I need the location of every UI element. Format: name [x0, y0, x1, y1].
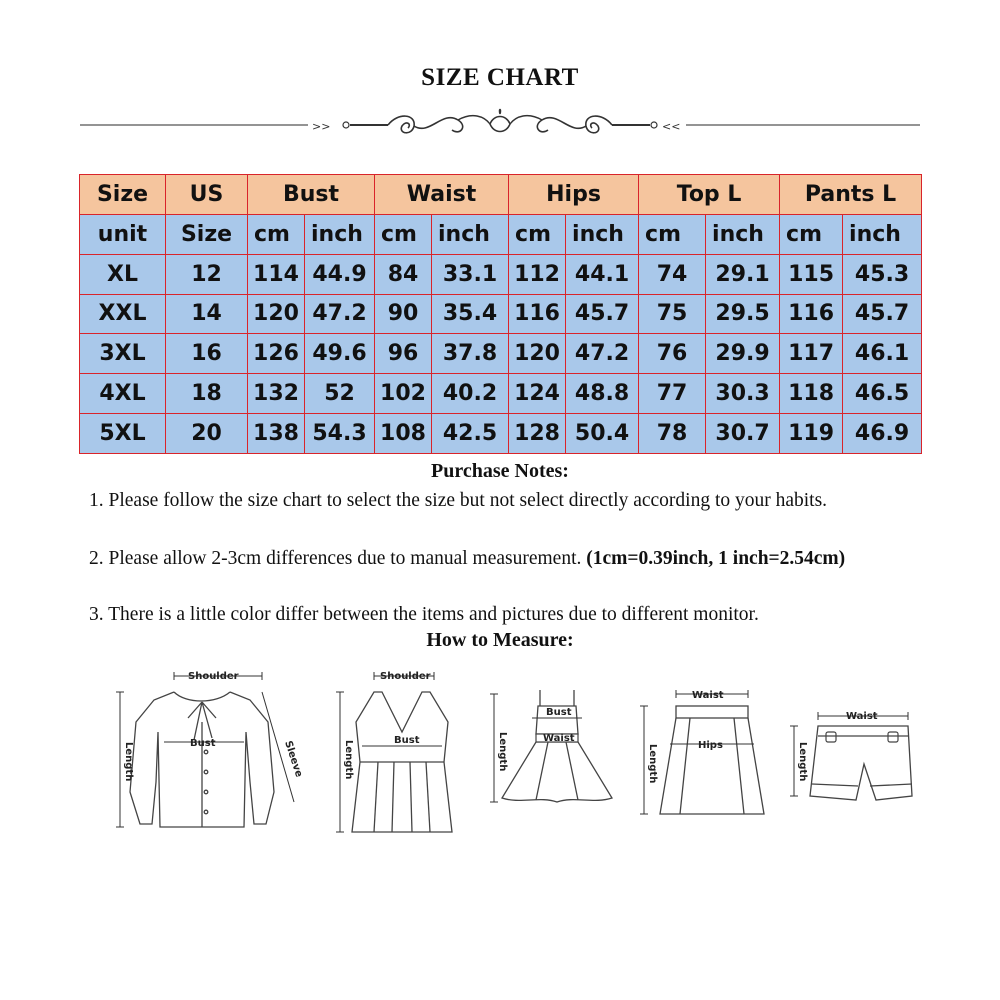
bust-label: Bust	[394, 735, 420, 746]
blouse-icon	[104, 662, 304, 842]
ornamental-divider	[80, 106, 920, 146]
unit-cell: cm	[509, 214, 566, 254]
table-cell: 50.4	[566, 414, 639, 454]
table-cell: 90	[375, 294, 432, 334]
length-label: Length	[123, 742, 134, 782]
table-cell: 30.3	[706, 374, 780, 414]
how-to-measure-title: How to Measure:	[426, 629, 574, 651]
table-row	[80, 334, 922, 374]
table-cell: 29.1	[706, 254, 780, 294]
shorts-figure	[780, 700, 920, 825]
page-title: SIZE CHART	[421, 64, 579, 91]
table-row	[80, 374, 922, 414]
note-item-2	[89, 544, 919, 573]
table-row	[80, 254, 922, 294]
table-cell: 44.9	[305, 254, 375, 294]
header-cell: Waist	[375, 175, 509, 215]
table-cell: 5XL	[80, 414, 166, 454]
table-cell: 49.6	[305, 334, 375, 374]
length-label: Length	[797, 742, 808, 782]
table-cell: 120	[248, 294, 305, 334]
dress-figure	[482, 680, 632, 835]
shorts-icon	[780, 700, 920, 820]
bust-label: Bust	[546, 707, 572, 718]
table-cell: XL	[80, 254, 166, 294]
table-cell: 18	[166, 374, 248, 414]
table-cell: 4XL	[80, 374, 166, 414]
unit-cell: inch	[305, 214, 375, 254]
table-cell: 117	[780, 334, 843, 374]
table-cell: 128	[509, 414, 566, 454]
unit-cell: inch	[566, 214, 639, 254]
table-cell: 138	[248, 414, 305, 454]
table-cell: 54.3	[305, 414, 375, 454]
unit-cell: cm	[639, 214, 706, 254]
unit-cell: cm	[780, 214, 843, 254]
table-cell: 40.2	[432, 374, 509, 414]
blouse-figure	[104, 662, 304, 847]
header-cell: Pants L	[780, 175, 922, 215]
table-cell: 30.7	[706, 414, 780, 454]
table-cell: 42.5	[432, 414, 509, 454]
table-cell: 124	[509, 374, 566, 414]
header-cell: Top L	[639, 175, 780, 215]
table-cell: 46.9	[843, 414, 922, 454]
table-cell: 46.5	[843, 374, 922, 414]
table-cell: XXL	[80, 294, 166, 334]
left-arrows: >>	[312, 120, 331, 133]
table-cell: 120	[509, 334, 566, 374]
table-cell: 78	[639, 414, 706, 454]
table-cell: 14	[166, 294, 248, 334]
table-cell: 96	[375, 334, 432, 374]
table-cell: 118	[780, 374, 843, 414]
skirt-icon	[630, 682, 770, 832]
note-text: 3. There is a little color differ between the items and pictures due to different monitor.	[89, 604, 759, 625]
table-cell: 47.2	[566, 334, 639, 374]
length-label: Length	[497, 732, 508, 772]
unit-cell: inch	[706, 214, 780, 254]
size-table	[79, 174, 922, 454]
table-cell: 114	[248, 254, 305, 294]
unit-cell: unit	[80, 214, 166, 254]
hips-label: Hips	[698, 740, 723, 751]
header-cell: Size	[80, 175, 166, 215]
table-cell: 45.7	[566, 294, 639, 334]
table-cell: 29.5	[706, 294, 780, 334]
table-cell: 74	[639, 254, 706, 294]
table-cell: 116	[780, 294, 843, 334]
right-arrows: <<	[662, 120, 681, 133]
table-cell: 76	[639, 334, 706, 374]
table-cell: 116	[509, 294, 566, 334]
note-conversion: (1cm=0.39inch, 1 inch=2.54cm)	[586, 548, 846, 569]
unit-cell: inch	[432, 214, 509, 254]
table-cell: 77	[639, 374, 706, 414]
dress-icon	[482, 680, 632, 830]
table-cell: 132	[248, 374, 305, 414]
skirt-figure	[630, 682, 770, 837]
table-cell: 45.3	[843, 254, 922, 294]
waist-label: Waist	[692, 690, 724, 701]
table-cell: 16	[166, 334, 248, 374]
table-cell: 35.4	[432, 294, 509, 334]
table-cell: 126	[248, 334, 305, 374]
length-label: Length	[647, 744, 658, 784]
table-cell: 115	[780, 254, 843, 294]
unit-cell: cm	[375, 214, 432, 254]
table-cell: 12	[166, 254, 248, 294]
note-text: 2. Please allow 2-3cm differences due to manual measurement.	[89, 548, 582, 569]
header-cell: Bust	[248, 175, 375, 215]
table-cell: 47.2	[305, 294, 375, 334]
table-cell: 119	[780, 414, 843, 454]
length-label: Length	[343, 740, 354, 780]
table-cell: 48.8	[566, 374, 639, 414]
unit-cell: Size	[166, 214, 248, 254]
table-cell: 108	[375, 414, 432, 454]
unit-cell: inch	[843, 214, 922, 254]
table-cell: 3XL	[80, 334, 166, 374]
note-item-3	[89, 600, 919, 629]
table-cell: 112	[509, 254, 566, 294]
sleeve-label: Sleeve	[282, 739, 305, 779]
note-item-1	[89, 486, 919, 515]
note-text: 1. Please follow the size chart to select the size but not select directly according to your habits.	[89, 490, 828, 511]
bust-label: Bust	[190, 738, 216, 749]
tank-top-icon	[322, 662, 472, 842]
header-cell: Hips	[509, 175, 639, 215]
table-cell: 29.9	[706, 334, 780, 374]
table-cell: 33.1	[432, 254, 509, 294]
table-row	[80, 414, 922, 454]
table-cell: 102	[375, 374, 432, 414]
table-cell: 52	[305, 374, 375, 414]
header-cell: US	[166, 175, 248, 215]
unit-cell: cm	[248, 214, 305, 254]
shoulder-label: Shoulder	[380, 671, 431, 682]
table-cell: 37.8	[432, 334, 509, 374]
shoulder-label: Shoulder	[188, 671, 239, 682]
tank-top-figure	[322, 662, 472, 847]
table-header-row	[80, 175, 922, 215]
table-cell: 20	[166, 414, 248, 454]
table-unit-row	[80, 214, 922, 254]
table-cell: 84	[375, 254, 432, 294]
waist-label: Waist	[846, 711, 878, 722]
table-cell: 44.1	[566, 254, 639, 294]
purchase-notes-title: Purchase Notes:	[431, 460, 569, 482]
table-cell: 45.7	[843, 294, 922, 334]
waist-label: Waist	[543, 733, 575, 744]
table-cell: 46.1	[843, 334, 922, 374]
table-row	[80, 294, 922, 334]
table-cell: 75	[639, 294, 706, 334]
flourish-icon	[80, 106, 920, 146]
